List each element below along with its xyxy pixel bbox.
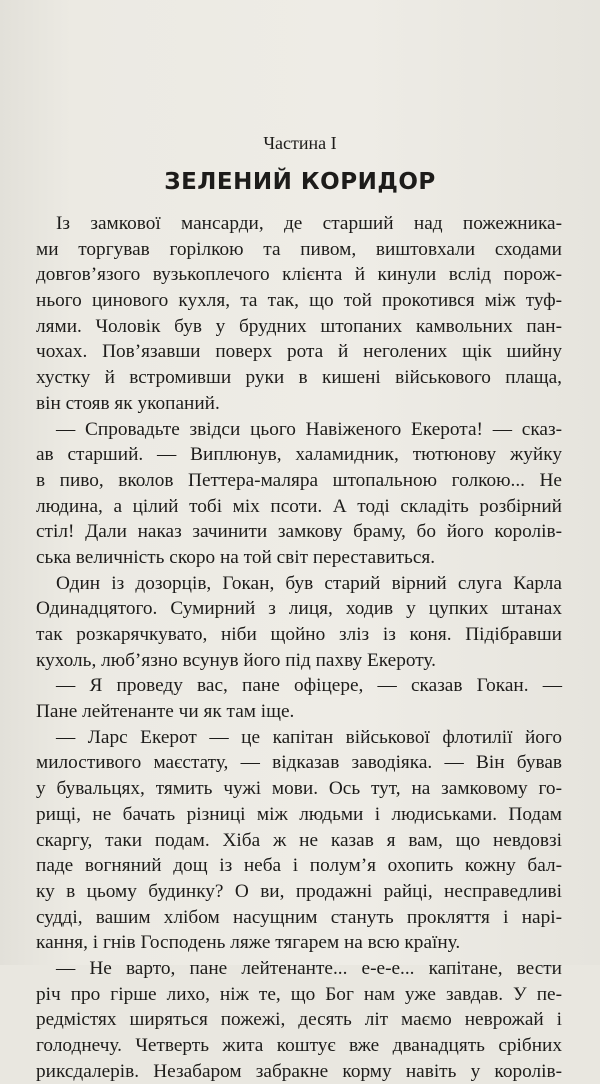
text-line: лями. Чоловік був у брудних штопаних камвольних пан- xyxy=(36,315,562,337)
paragraph xyxy=(36,725,562,956)
text-line: Один із дозорців, Гокан, був старий вірний слуга Карла xyxy=(56,572,562,594)
text-line: людина, а цілий тобі міх псоти. А тоді складіть розбірний xyxy=(36,495,562,517)
text-line: Із замкової мансарди, де старший над пожежника- xyxy=(56,213,562,234)
text-line: стіл! Дали наказ зачинити замкову браму, бо його королів- xyxy=(36,521,562,543)
text-line: — Спровадьте звідси цього Навіженого Екерота! — сказ- xyxy=(56,418,562,440)
paragraph xyxy=(36,211,562,417)
text-line: нього цинового кухля, та так, що той прокотився між туф- xyxy=(36,290,562,312)
text-line: ав старший. — Виплюнув, халамидник, тютюнову жуйку xyxy=(36,444,562,466)
text-line: в пиво, вколов Петтера-маляра штопальною голкою... Не xyxy=(36,469,562,491)
text-line: ми торгував горілкою та пивом, виштовхали сходами xyxy=(36,238,562,260)
text-line: Одинадцятого. Сумирний з лиця, ходив у цупких штанах xyxy=(36,598,562,620)
text-line: так розкарячкувато, ніби щойно зліз із коня. Підібравши xyxy=(36,624,562,645)
part-title: Частина І xyxy=(263,133,337,153)
text-line: скаргу, таки подам. Хіба ж не казав я вам, що невдовзі xyxy=(36,829,562,851)
paragraph xyxy=(36,956,562,1084)
text-line: — Ларс Екерот — це капітан військової флотилії його xyxy=(56,726,562,748)
text-line: паде вогняний дощ із неба і полум’я охопить кожну бал- xyxy=(36,855,562,877)
paragraph xyxy=(36,571,562,674)
text-line: рищі, не бачать різниці між людьми і людиськами. Подам xyxy=(36,803,562,825)
text-line: річ про гірше лихо, ніж те, що Бог нам уже завдав. У пе- xyxy=(36,983,562,1005)
paragraph xyxy=(36,673,562,724)
text-line: — Я проведу вас, пане офіцере, — сказав Гокан. — xyxy=(56,675,562,697)
text-line: риксдалерів. Незабаром забракне корму навіть у королів- xyxy=(36,1060,562,1082)
text-line: ська величність скоро на той світ переставиться. xyxy=(36,546,436,568)
body-text xyxy=(36,211,562,1084)
text-line: хустку й встромивши руки в кишені військового плаща, xyxy=(36,367,562,389)
text-line: милостивого маєстату, — відказав заводіяка. — Він бував xyxy=(36,752,562,774)
text-line: кухоль, люб’язно всунув його під пахву Екероту. xyxy=(36,649,436,671)
paragraph xyxy=(36,417,562,571)
running-head xyxy=(0,14,600,36)
text-line: редмістях ширяться пожежі, десять літ маємо неврожай і xyxy=(36,1009,562,1031)
text-line: він стояв як укопаний. xyxy=(36,392,220,414)
text-line: — Не варто, пане лейтенанте... е-е-е... капітане, вести xyxy=(56,957,562,979)
text-line: судді, вашим хлібом насущним стануть прокляття і нарі- xyxy=(36,906,562,928)
text-line: кання, і гнів Господень ляже тягарем на всю країну. xyxy=(36,932,461,954)
text-line: Пане лейтенанте чи як там іще. xyxy=(36,701,295,723)
text-line: ку в цьому будинку? О ви, продажні райці, несправедливі xyxy=(36,880,562,902)
text-line: чохах. Пов’язавши поверх рота й неголених щік шийну xyxy=(36,341,562,363)
chapter-title: ЗЕЛЕНИЙ КОРИДОР xyxy=(164,169,436,195)
text-line: голоднечу. Четверть жита коштує вже дванадцять срібних xyxy=(36,1035,562,1056)
text-line: довгов’язого вузькоплечого клієнта й кинули вслід порож- xyxy=(36,264,562,286)
text-line: у бувальцях, тямить чужі мови. Ось тут, на замковому го- xyxy=(36,778,562,800)
